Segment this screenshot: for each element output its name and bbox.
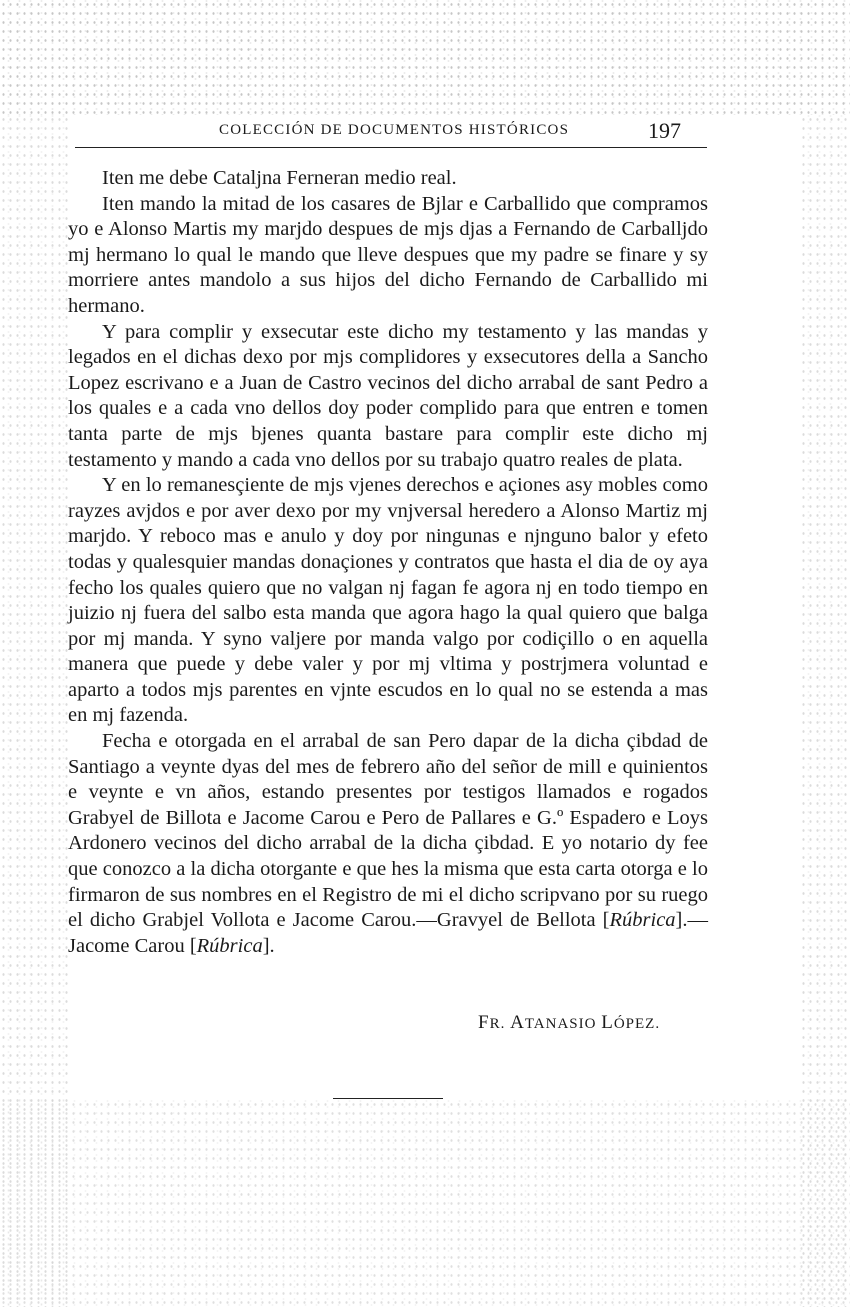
paragraph: Y en lo remanesçiente de mjs vjenes derechos e açiones asy mobles como rayzes avjdos e por aver dexo por my vnjversal heredero a Alonso Martiz mj marjdo. Y reboco mas e anulo y doy por ningunas e njnguno balor y efeto todas y qualesquier mandas donaçiones y contratos que hasta el dia de oy aya fecho los quales quiero que no valgan nj fagan fe agora nj en todo tiempo en juizio nj fuera del salbo esta manda que agora hago la qual quiero que balga por mj manda. Y syno valjere por manda valgo por codiçillo o en aquella manera que puede y debe valer y por mj vltima y postrjmera voluntad e aparto a todos mjs parentes en vjnte escudos en lo qual no se estenda a mas en mj fazenda.	[68, 474, 708, 727]
end-rule	[333, 1098, 443, 1099]
paragraph: Iten mando la mitad de los casares de Bjlar e Carballido que compramos yo e Alonso Martis my marjdo despues de mjs djas a Fernando de Carballjdo mj hermano lo qual le mando que lleve despues que my padre se finare y sy morriere antes mandolo a sus hijos del dicho Fernando de Carballido mi hermano.	[68, 192, 708, 317]
header-rule	[75, 147, 707, 148]
author-signature: FR. ATANASIO LÓPEZ.	[478, 1012, 661, 1033]
page-number: 197	[648, 118, 681, 143]
paragraph: Iten me debe Cataljna Ferneran medio real.	[102, 167, 457, 189]
rubrica-mark: Rúbrica	[196, 934, 263, 957]
closing-between: ].—Jacome Carou [	[68, 909, 708, 957]
closing-end: ].	[262, 934, 275, 957]
scan-noise-bottom	[0, 1100, 850, 1307]
running-header	[0, 118, 850, 148]
paragraph: Y para complir y exsecutar este dicho my testamento y las mandas y legados en el dichas dexo por mjs complidores y exsecutores della a Sancho Lopez escrivano e a Juan de Castro vecinos del dicho arrabal de sant Pedro a los quales e a cada vno dellos doy poder complido para que entren e tomen tanta parte de mjs bjenes quanta bastare para complir este dicho mj testamento y mando a cada vno dellos por su trabajo quatro reales de plata.	[68, 320, 708, 471]
document-body	[68, 166, 708, 959]
closing-paragraph	[68, 729, 708, 959]
running-title: COLECCIÓN DE DOCUMENTOS HISTÓRICOS	[219, 122, 570, 138]
scan-noise-top	[0, 0, 850, 115]
rubrica-mark: Rúbrica	[609, 909, 676, 932]
closing-text: Fecha e otorgada en el arrabal de san Pero dapar de la dicha çibdad de Santiago a veynte dyas del mes de febrero año del señor de mill e quinientos e veynte e vn años, estando presentes por testigos llamados e rogados Grabyel de Billota e Jacome Carou e Pero de Pallares e G.º Espadero e Loys Ardonero vecinos del dicho arrabal de la dicha çibdad. E yo notario dy fee que conozco a la dicha otorgante e que hes la misma que esta carta otorga e lo firmaron de sus nombres en el Registro de mi el dicho scripvano por su ruego el dicho Grabjel Vollota e Jacome Carou.—Gravyel de Bellota [	[68, 730, 708, 932]
